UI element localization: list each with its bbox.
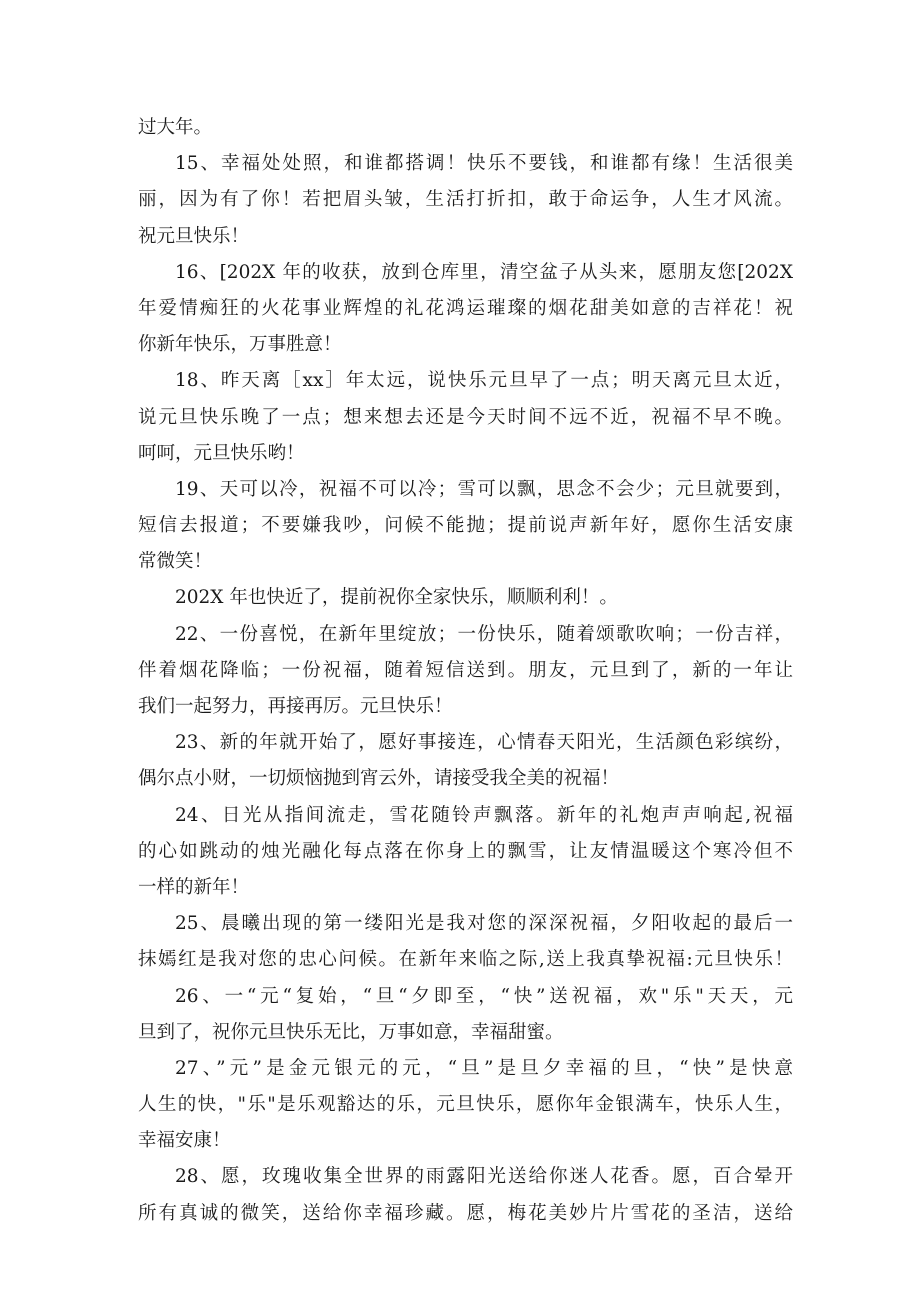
- paragraph-18: [138, 363, 793, 472]
- paragraph-22: [138, 617, 793, 726]
- paragraph-24: [138, 798, 793, 907]
- text-line: 27、”元”是金元银元的元，“旦”是旦夕幸福的旦，“快”是快意: [175, 1057, 793, 1079]
- document-body: [138, 110, 793, 1232]
- paragraph-15: [138, 146, 793, 255]
- text-line: 22、一份喜悦，在新年里绽放；一份快乐，随着颂歌吹响；一份吉祥，: [175, 623, 793, 645]
- text-line: 人生的快，"乐"是乐观豁达的乐，元旦快乐，愿你年金银满车，快乐人生，: [138, 1094, 793, 1116]
- text-line: 祝元旦快乐！: [138, 225, 250, 247]
- text-line: 年爱情痴狂的火花事业辉煌的礼花鸿运璀璨的烟花甜美如意的吉祥花！祝: [138, 297, 793, 319]
- text-line: 丽，因为有了你！若把眉头皱，生活打折扣，敢于命运争，人生才风流。: [138, 189, 793, 211]
- text-line: 过大年。: [138, 117, 213, 138]
- text-line: 短信去报道；不要嫌我吵，问候不能抛；提前说声新年好，愿你生活安康: [138, 515, 793, 537]
- text-line: 所有真诚的微笑，送给你幸福珍藏。愿，梅花美妙片片雪花的圣洁，送给: [138, 1202, 793, 1224]
- paragraph-26: [138, 979, 793, 1051]
- text-line: 幸福安康！: [138, 1130, 231, 1152]
- text-line: 偶尔点小财，一切烦恼抛到宵云外，请接受我全美的祝福！: [138, 768, 620, 790]
- paragraph-25: [138, 906, 793, 978]
- paragraph-intro: [138, 110, 793, 146]
- text-line: 24、日光从指间流走，雪花随铃声飘落。新年的礼炮声声响起,祝福: [175, 804, 793, 826]
- paragraph-27: [138, 1051, 793, 1160]
- text-line: 26、一“元“复始，“旦“夕即至，“快”送祝福，欢"乐"天天，元: [175, 985, 793, 1007]
- paragraph-23: [138, 725, 793, 797]
- text-line: 说元旦快乐晚了一点；想来想去还是今天时间不远不近，祝福不早不晚。: [138, 406, 793, 428]
- text-line: 的心如跳动的烛光融化每点落在你身上的飘雪，让友情温暖这个寒冷但不: [138, 840, 793, 862]
- text-line: 202X 年也快近了，提前祝你全家快乐，顺顺利利！。: [175, 587, 618, 609]
- text-line: 28、愿，玫瑰收集全世界的雨露阳光送给你迷人花香。愿，百合晕开: [175, 1166, 793, 1188]
- paragraph-202x: [138, 580, 793, 616]
- text-line: 抹嫣红是我对您的忠心问候。在新年来临之际,送上我真挚祝福:元旦快乐！: [138, 949, 793, 971]
- text-line: 伴着烟花降临；一份祝福，随着短信送到。朋友，元旦到了，新的一年让: [138, 659, 793, 681]
- text-line: 一样的新年！: [138, 876, 250, 898]
- text-line: 18、昨天离［xx］年太远，说快乐元旦早了一点；明天离元旦太近，: [175, 370, 793, 392]
- text-line: 16、[202X 年的收获，放到仓库里，清空盆子从头来，愿朋友您[202X: [175, 261, 793, 283]
- text-line: 25、晨曦出现的第一缕阳光是我对您的深深祝福，夕阳收起的最后一: [175, 913, 793, 935]
- text-line: 旦到了，祝你元旦快乐无比，万事如意，幸福甜蜜。: [138, 1021, 564, 1043]
- text-line: 我们一起努力，再接再厉。元旦快乐！: [138, 696, 453, 717]
- text-line: 15、幸福处处照，和谁都搭调！快乐不要钱，和谁都有缘！生活很美: [175, 153, 793, 175]
- text-line: 19、天可以冷，祝福不可以冷；雪可以飘，思念不会少；元旦就要到，: [175, 478, 793, 500]
- text-line: 呵呵，元旦快乐哟！: [138, 442, 305, 464]
- text-line: 23、新的年就开始了，愿好事接连，心情春天阳光，生活颜色彩缤纷，: [175, 732, 793, 754]
- text-line: 你新年快乐，万事胜意！: [138, 334, 342, 356]
- text-line: 常微笑！: [138, 551, 213, 573]
- paragraph-19: [138, 472, 793, 581]
- paragraph-16: [138, 255, 793, 364]
- paragraph-28: [138, 1159, 793, 1231]
